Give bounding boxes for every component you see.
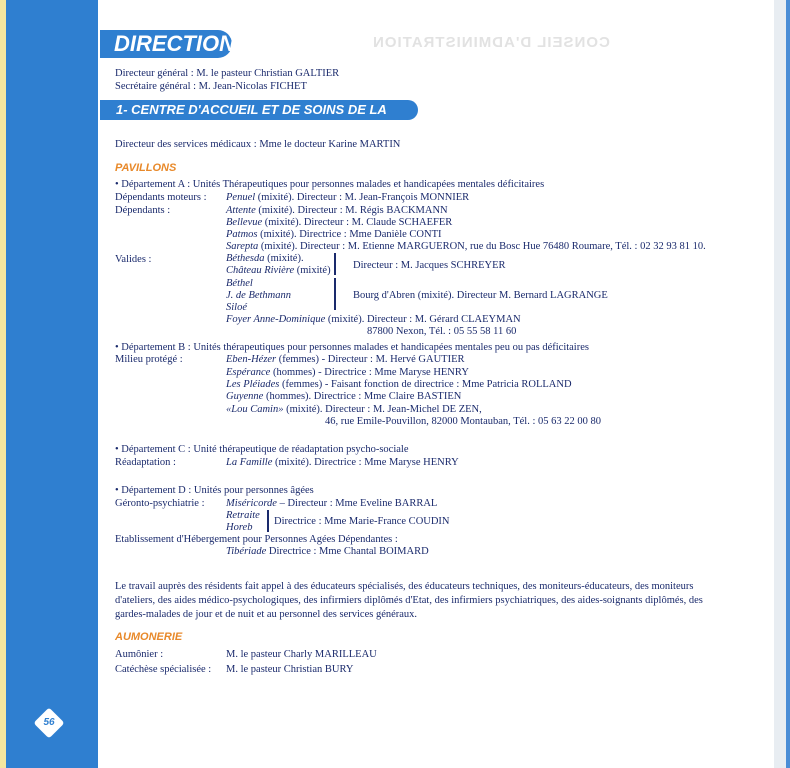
chateau-details: (mixité) bbox=[294, 265, 331, 276]
ehpad-line: Etablissement d'Hébergement pour Personnes Agées Dépendantes : bbox=[115, 534, 398, 545]
camin-details: (mixité). Directeur : M. Jean-Michel DE ZEN, bbox=[283, 404, 482, 415]
section-heading-centre: 1- CENTRE D'ACCUEIL ET DE SOINS DE LA FONDATION bbox=[100, 100, 418, 120]
dept-b-heading: • Département B : Unités thérapeutiques pour personnes malades et handicapées mentales peu ou pas déficitaires bbox=[115, 342, 589, 353]
group1-bracket bbox=[334, 253, 336, 275]
director-general-label: Directeur général : bbox=[115, 68, 194, 79]
aumonerie-heading: AUMONERIE bbox=[115, 631, 183, 643]
dept-d-label: Géronto-psychiatrie : bbox=[115, 498, 205, 509]
aumonier-label: Aumônier : bbox=[115, 649, 164, 660]
chateau-row bbox=[226, 264, 331, 277]
bellevue-name: Bellevue bbox=[226, 217, 263, 228]
chateau-name: Château Rivière bbox=[226, 265, 295, 276]
retraite-name: Retraite bbox=[226, 510, 260, 521]
dept-a-label-dependants: Dépendants : bbox=[115, 205, 171, 216]
foyer-name: Foyer Anne-Dominique bbox=[226, 314, 326, 325]
group2-bracket bbox=[334, 278, 336, 310]
sarepta-details: (mixité). Directeur : M. Etienne MARGUERON, rue du Bosc Hue 76480 Roumare, Tél. : 02 32 93 81 10. bbox=[258, 241, 706, 252]
famille-details: (mixité). Directrice : Mme Maryse HENRY bbox=[272, 457, 459, 468]
dept-d-heading: • Département D : Unités pour personnes âgées bbox=[115, 485, 314, 496]
staff-paragraph: Le travail auprès des résidents fait appel à des éducateurs spécialisés, des éducateurs techniques, des moniteurs-éducateurs, des moniteurs d'ateliers, des aides médico-psychologiques, des infirmiers diplômés d'Etat, des infirmiers psychiatriques, des aides-soignants diplômés, des gardes-malades de jour et de nuit et au personnel des services généraux. bbox=[115, 581, 703, 620]
penuel-name: Penuel bbox=[226, 192, 256, 203]
pleiades-details: (femmes) - Faisant fonction de directrice : Mme Patricia ROLLAND bbox=[279, 379, 572, 390]
attente-name: Attente bbox=[226, 205, 256, 216]
guyenne-name: Guyenne bbox=[226, 391, 264, 402]
secretary-general-row bbox=[115, 80, 307, 93]
pleiades-name: Les Pléiades bbox=[226, 379, 280, 390]
horeb-name: Horeb bbox=[226, 522, 253, 533]
secretary-general-label: Secrétaire général : bbox=[115, 81, 197, 92]
foyer-details: (mixité). Directeur : M. Gérard CLAEYMAN bbox=[325, 314, 521, 325]
guyenne-row bbox=[226, 390, 461, 403]
page-title: DIRECTION bbox=[100, 30, 232, 58]
dept-a-label-valides: Valides : bbox=[115, 254, 152, 265]
famille-name: La Famille bbox=[226, 457, 273, 468]
aumonier-value: M. le pasteur Charly MARILLEAU bbox=[226, 649, 377, 660]
bethel-name: Béthel bbox=[226, 278, 253, 289]
group2-director: Bourg d'Abren (mixité). Directeur M. Bernard LAGRANGE bbox=[353, 290, 608, 301]
sarepta-name: Sarepta bbox=[226, 241, 259, 252]
pavillons-heading: PAVILLONS bbox=[115, 162, 177, 174]
patmos-name: Patmos bbox=[226, 229, 258, 240]
eben-details: (femmes) - Directeur : M. Hervé GAUTIER bbox=[276, 354, 465, 365]
director-general-row bbox=[115, 67, 339, 80]
left-blue-band bbox=[0, 0, 98, 768]
dept-a-label-moteurs: Dépendants moteurs : bbox=[115, 192, 207, 203]
catechese-label: Catéchèse spécialisée : bbox=[115, 664, 212, 675]
dept-a-heading: • Département A : Unités Thérapeutiques pour personnes malades et handicapées mentales déficitaires bbox=[115, 179, 545, 190]
patmos-details: (mixité). Directrice : Mme Danièle CONTI bbox=[257, 229, 442, 240]
guyenne-details: (hommes). Directrice : Mme Claire BASTIEN bbox=[263, 391, 462, 402]
camin-name: «Lou Camin» bbox=[226, 404, 284, 415]
bethesda-name: Béthesda bbox=[226, 253, 265, 264]
page-number: 56 bbox=[43, 717, 55, 728]
retraite-bracket bbox=[267, 510, 269, 532]
bleed-through-text: CONSEIL D'ADMINISTRATION bbox=[372, 34, 610, 51]
left-page-edge bbox=[0, 0, 6, 768]
secretary-general-value: M. Jean-Nicolas FICHET bbox=[198, 81, 307, 92]
dept-c-heading: • Département C : Unité thérapeutique de réadaptation psycho-sociale bbox=[115, 444, 409, 455]
famille-row bbox=[226, 456, 459, 469]
esperance-name: Espérance bbox=[226, 367, 271, 378]
esperance-details: (hommes) - Directrice : Mme Maryse HENRY bbox=[270, 367, 469, 378]
medical-director-line: Directeur des services médicaux : Mme le docteur Karine MARTIN bbox=[115, 139, 401, 150]
penuel-row bbox=[226, 191, 469, 204]
bethmann-name: J. de Bethmann bbox=[226, 290, 292, 301]
foyer-address: 87800 Nexon, Tél. : 05 55 58 11 60 bbox=[367, 326, 517, 337]
right-blue-edge bbox=[786, 0, 790, 768]
tiberiade-row bbox=[226, 545, 429, 558]
bethesda-details: (mixité). bbox=[264, 253, 304, 264]
eben-row bbox=[226, 353, 465, 366]
retraite-director: Directrice : Mme Marie-France COUDIN bbox=[274, 516, 450, 527]
dept-c-label: Réadaptation : bbox=[115, 457, 176, 468]
eben-name: Eben-Hézer bbox=[226, 354, 277, 365]
bellevue-details: (mixité). Directeur : M. Claude SCHAEFER bbox=[262, 217, 453, 228]
catechese-value: M. le pasteur Christian BURY bbox=[226, 664, 354, 675]
misericorde-name: Miséricorde bbox=[226, 498, 277, 509]
siloe-name: Siloé bbox=[226, 302, 247, 313]
tiberiade-details: Directrice : Mme Chantal BOIMARD bbox=[266, 546, 429, 557]
tiberiade-name: Tibériade bbox=[226, 546, 267, 557]
director-general-value: M. le pasteur Christian GALTIER bbox=[196, 68, 340, 79]
camin-address: 46, rue Emile-Pouvillon, 82000 Montauban, Tél. : 05 63 22 00 80 bbox=[325, 416, 601, 427]
dept-b-label: Milieu protégé : bbox=[115, 354, 183, 365]
misericorde-details: – Directeur : Mme Eveline BARRAL bbox=[276, 498, 438, 509]
attente-details: (mixité). Directeur : M. Régis BACKMANN bbox=[255, 205, 448, 216]
group1-director: Directeur : M. Jacques SCHREYER bbox=[353, 260, 506, 271]
penuel-details: (mixité). Directeur : M. Jean-François MONNIER bbox=[255, 192, 470, 203]
